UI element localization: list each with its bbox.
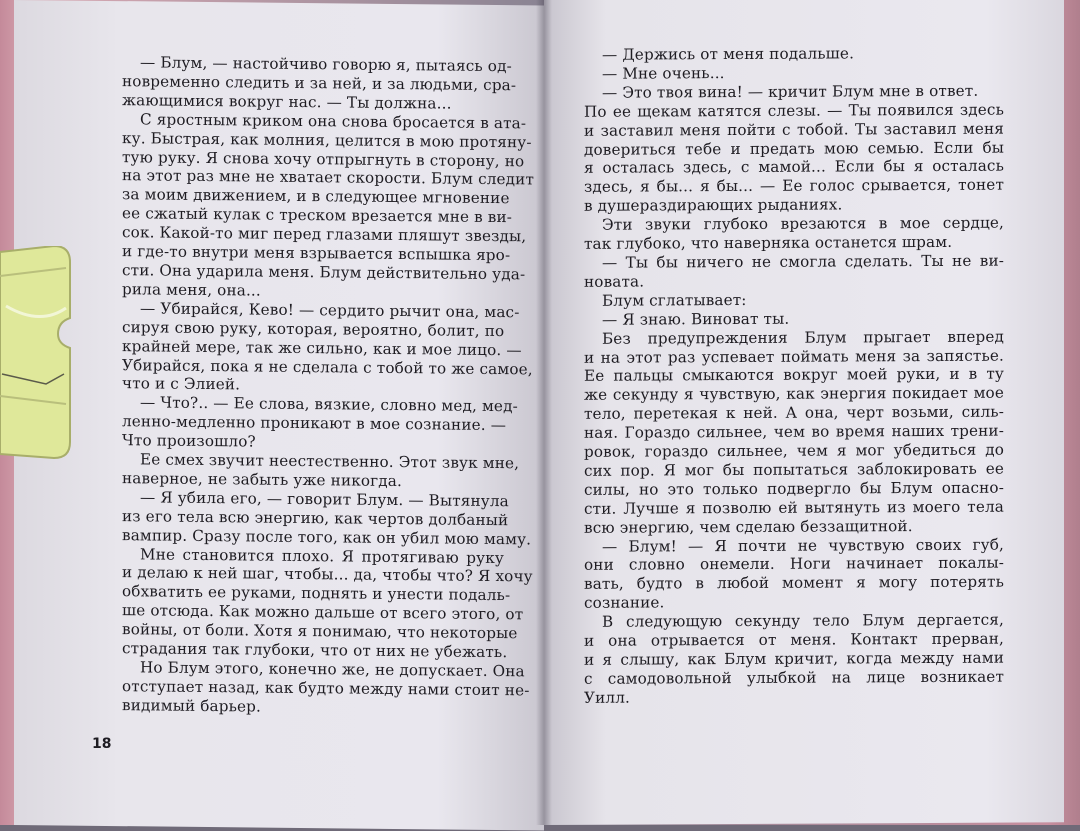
text-line: — Убирайся, Кево! — сердито рычит она, мас- — [140, 299, 520, 322]
text-line: ее сжатый кулак с треском врезается мне в ви- — [122, 204, 513, 227]
text-line: — Блум! — Я почти не чувствую своих губ, — [602, 535, 1004, 556]
text-line: ку. Быстрая, как молния, целится в мою протяну- — [122, 128, 532, 152]
text-line: Что произошло? — [122, 431, 256, 451]
text-line: Уилл. — [584, 688, 630, 707]
text-line: что и с Элией. — [122, 374, 241, 394]
text-line: сок. Какой-то миг перед глазами пляшут звезды, — [122, 223, 527, 246]
text-line: Без предупреждения Блум прыгает вперед — [602, 327, 1004, 348]
text-line: в душераздирающих рыданиях. — [584, 195, 843, 216]
text-line: довериться тебе и предать мою семью. Если бы — [584, 138, 1004, 159]
text-line: отступает назад, как будто между нами стоит не- — [122, 677, 530, 700]
text-line: ная. Гораздо сильнее, чем во время наших трени- — [584, 421, 1004, 442]
text-line: за моим движением, и в следующее мгновение — [122, 185, 510, 208]
text-line: видимый барьер. — [122, 695, 261, 716]
text-line: обхватить ее руками, поднять и унести подаль- — [122, 582, 511, 605]
text-line: ленно-медленно проникают в мое сознание. — — [122, 412, 507, 435]
text-line: всю энергию, чем сделаю беззащитной. — [584, 516, 913, 537]
text-line: — Это твоя вина! — кричит Блум мне в ответ. — [602, 81, 979, 102]
text-line: Убирайся, пока я не сделала с тобой то же самое, — [122, 355, 533, 378]
text-line: ше отсюда. Как можно дальше от всего этого, от — [122, 601, 524, 624]
text-line: сознание. — [584, 593, 665, 613]
text-line: же секунду я чувствую, как энергия покидает мое — [584, 383, 1004, 405]
text-line: и она отрывается от меня. Контакт прерван, — [584, 629, 1004, 650]
text-line: и заставил меня пойти с тобой. Ты заставил меня — [584, 119, 1004, 140]
text-line: С яростным криком она снова бросается в ата- — [140, 110, 527, 133]
text-line: из его тела всю энергию, как чертов долбаный — [122, 506, 509, 529]
right-page — [544, 0, 1064, 825]
text-line: — Ты бы ничего не смогла сделать. Ты не ви- — [602, 251, 1004, 272]
text-line: жающимися вокруг нас. — Ты должна... — [122, 90, 452, 113]
right-page-text — [584, 44, 1004, 708]
text-line: я осталась здесь, с мамой... Если бы я осталась — [584, 157, 1004, 178]
text-line: и где-то внутри меня взрывается вспышка яро- — [122, 242, 511, 265]
text-line: — Я знаю. Виноват ты. — [602, 309, 790, 329]
page-number: 18 — [92, 736, 112, 752]
text-line: — Блум, — настойчиво говорю я, пытаясь од- — [140, 53, 512, 76]
text-line: Ее смех звучит неестественно. Этот звук мне, — [140, 450, 520, 473]
text-line: ровок, гораздо сильнее, чем я мог убедиться до — [584, 440, 1004, 461]
text-line: — Мне очень... — [602, 63, 725, 83]
text-line: — Держись от меня подальше. — [602, 44, 855, 64]
text-line: с самодовольной улыбкой на лице возникает — [584, 667, 1004, 688]
left-page-text — [122, 53, 535, 719]
text-line: — Я убила его, — говорит Блум. — Вытянула — [140, 488, 509, 511]
text-line: тело, перетекая к ней. А она, черт возьми, силь- — [584, 402, 1004, 424]
text-line: Блум сглатывает: — [602, 290, 747, 310]
text-line: сти. Лучше я позволю ей вытянуть из моего тела — [584, 497, 1004, 518]
text-line: Эти звуки глубоко врезаются в мое сердце, — [602, 213, 1004, 234]
text-line: войны, от боли. Хотя я понимаю, что некоторые — [122, 620, 518, 643]
text-line: на этот раз мне не хватает скорости. Блум следит — [122, 166, 535, 189]
text-line: сих пор. Я мог бы попытаться заблокировать ее — [584, 459, 1004, 480]
text-line: наверное, не забыть уже никогда. — [122, 469, 402, 491]
text-line: новата. — [584, 272, 645, 291]
text-line: страдания так глубоки, что от них не убежать. — [122, 639, 508, 662]
text-line: вать, будто в любой момент я могу потерять — [584, 572, 1004, 594]
text-line: сти. Она ударила меня. Блум действительно уда- — [122, 261, 526, 284]
text-line: — Что?.. — Ее слова, вязкие, словно мед, мед- — [140, 393, 518, 416]
left-page — [14, 0, 544, 831]
text-line: В следующую секунду тело Блум дергается, — [602, 610, 1004, 631]
text-line: крайней мере, так же сильно, как и мое лицо. — — [122, 336, 522, 359]
text-line: Но Блум этого, конечно же, не допускает. Она — [140, 658, 525, 681]
text-line: вампир. Сразу после того, как он убил мою маму. — [122, 525, 532, 549]
text-line: Ее пальцы смыкаются вокруг моей руки, и в ту — [584, 364, 1004, 386]
text-line: сируя свою руку, которая, вероятно, болит, по — [122, 317, 505, 340]
text-line: они словно онемели. Ноги начинает покалы- — [584, 554, 1004, 575]
text-line: здесь, я бы... я бы... — Ее голос срывается, тонет — [584, 175, 1004, 197]
text-line: так глубоко, что наверняка останется шрам. — [584, 232, 953, 253]
text-line: и я слышу, как Блум кричит, когда между нами — [584, 648, 1004, 669]
text-line: и на этот раз успевает поймать меня за запястье. — [584, 346, 1004, 367]
text-line: Мне становится плохо. Я протягиваю руку — [140, 544, 504, 567]
text-line: силы, но это только подвергло бы Блум опасно- — [584, 478, 1004, 499]
text-line: новременно следить и за ней, и за людьми, сра- — [122, 72, 517, 95]
text-line: По ее щекам катятся слезы. — Ты появился здесь — [584, 100, 1004, 121]
text-line: и делаю к ней шаг, чтобы... да, чтобы что? Я хочу — [122, 563, 533, 586]
binder-clip-icon — [0, 246, 74, 460]
book-gutter — [536, 0, 552, 825]
text-line: рила меня, она... — [122, 280, 261, 300]
text-line: тую руку. Я снова хочу отпрыгнуть в сторону, но — [122, 147, 525, 170]
